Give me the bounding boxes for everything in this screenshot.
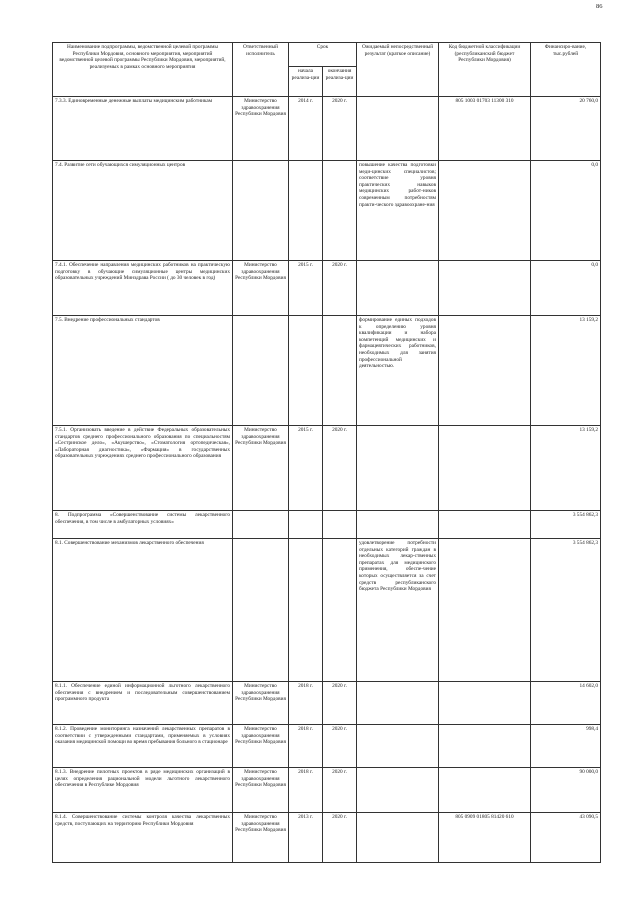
row-start: 2013 г. bbox=[289, 813, 323, 863]
row-name: 8.1. Совершенствование механизмов лекарственного обеспечения bbox=[53, 539, 233, 682]
table-row bbox=[53, 725, 601, 768]
row-executor: Министерство здравоохранения Республики Мордовия bbox=[233, 725, 289, 768]
header-term: Срок bbox=[289, 43, 357, 67]
row-executor: Министерство здравоохранения Республики Мордовия bbox=[233, 261, 289, 316]
row-executor bbox=[233, 539, 289, 682]
row-executor: Министерство здравоохранения Республики Мордовия bbox=[233, 426, 289, 511]
row-result bbox=[357, 813, 439, 863]
row-end bbox=[323, 316, 357, 426]
row-executor bbox=[233, 161, 289, 261]
row-finance: 3 554 862,3 bbox=[531, 511, 601, 539]
row-executor: Министерство здравоохранения Республики Мордовия bbox=[233, 768, 289, 813]
row-executor: Министерство здравоохранения Республики Мордовия bbox=[233, 682, 289, 725]
row-finance: 13 159,2 bbox=[531, 316, 601, 426]
row-end: 2020 г. bbox=[323, 813, 357, 863]
header-name: Наименование подпрограммы, ведомственной целевой программы Республики Мордовия, основного мероприятия, мероприятий ведомственной целевой программы Республики Мордовия, мероприятий, реализуемых в рамках основного мероприятия bbox=[53, 43, 233, 97]
table-row bbox=[53, 768, 601, 813]
row-code bbox=[439, 768, 531, 813]
row-end bbox=[323, 511, 357, 539]
row-end: 2020 г. bbox=[323, 682, 357, 725]
row-finance: 13 159,2 bbox=[531, 426, 601, 511]
row-executor: Министерство здравоохранения Республики Мордовия bbox=[233, 97, 289, 161]
row-name: 8.1.3. Внедрение пилотных проектов в ряде медицинских организаций в целях определения рациональной модели льготного лекарственного обеспечения в Республике Мордовия bbox=[53, 768, 233, 813]
table-row bbox=[53, 161, 601, 261]
row-end: 2020 г. bbox=[323, 261, 357, 316]
row-name: 8.1.2. Проведение мониторинга назначений лекарственных препаратов в соответствии с утвержденными стандартами, применяемых в условиях оказания медицинской помощи во время пребывания больного в стационаре bbox=[53, 725, 233, 768]
row-code bbox=[439, 682, 531, 725]
row-end: 2020 г. bbox=[323, 725, 357, 768]
row-end bbox=[323, 539, 357, 682]
row-executor bbox=[233, 316, 289, 426]
row-name: 7.3.3. Единовременные денежные выплаты медицинским работникам bbox=[53, 97, 233, 161]
row-start bbox=[289, 511, 323, 539]
row-code bbox=[439, 261, 531, 316]
row-code bbox=[439, 511, 531, 539]
program-table bbox=[52, 42, 601, 863]
row-start bbox=[289, 316, 323, 426]
row-finance: 90 000,0 bbox=[531, 768, 601, 813]
row-result: удовлетворение потребности отдельных категорий граждан в необходимых лекар-ственных препаратах для медицинского применения, обеспе-чение которых осуществляется за счет средств республиканского бюджета Республики Мордовия bbox=[357, 539, 439, 682]
row-executor bbox=[233, 511, 289, 539]
row-finance: 20 760,0 bbox=[531, 97, 601, 161]
table-row bbox=[53, 316, 601, 426]
table-row bbox=[53, 261, 601, 316]
row-code bbox=[439, 725, 531, 768]
table-row bbox=[53, 813, 601, 863]
row-result bbox=[357, 261, 439, 316]
row-end: 2020 г. bbox=[323, 426, 357, 511]
row-executor: Министерство здравоохранения Республики Мордовия bbox=[233, 813, 289, 863]
row-result bbox=[357, 768, 439, 813]
row-code bbox=[439, 539, 531, 682]
row-name: 8. Подпрограмма «Совершенствование системы лекарственного обеспечения, в том числе в амбулаторных условиях» bbox=[53, 511, 233, 539]
row-finance: 43 090,5 bbox=[531, 813, 601, 863]
table-row bbox=[53, 426, 601, 511]
row-start: 2014 г. bbox=[289, 97, 323, 161]
row-name: 7.4.1. Обеспечение направления медицинских работников на практическую подготовку в обучающие симуляционные центры медицинских образовательных учреждений Минздрава России ( до 30 человек в год) bbox=[53, 261, 233, 316]
row-end: 2020 г. bbox=[323, 97, 357, 161]
page-number: 86 bbox=[596, 3, 603, 10]
row-start: 2018 г. bbox=[289, 682, 323, 725]
row-finance: 998,4 bbox=[531, 725, 601, 768]
row-result bbox=[357, 682, 439, 725]
row-result: повышение качества подготовки меди-цинских специалистов; соответствие уровня практических навыков медицинских работ-ников современным потребностям практи-ческого здравоохране-ния bbox=[357, 161, 439, 261]
row-start: 2015 г. bbox=[289, 426, 323, 511]
header-finance: Финансиро-вание, тыс.рублей bbox=[531, 43, 601, 97]
row-finance: 14 602,0 bbox=[531, 682, 601, 725]
row-start: 2015 г. bbox=[289, 261, 323, 316]
row-start: 2018 г. bbox=[289, 725, 323, 768]
header-code: Код бюджетной классификации (республиканский бюджет Республики Мордовия) bbox=[439, 43, 531, 97]
row-finance: 3 554 862,3 bbox=[531, 539, 601, 682]
row-result: формирование единых подходов к определению уровня квалификации и набора компетенций медицинских и фармацевтических работников, необходимых для занятия профессиональной деятельностью. bbox=[357, 316, 439, 426]
header-start: начала реализа-ции bbox=[289, 67, 323, 97]
row-code bbox=[439, 161, 531, 261]
row-end bbox=[323, 161, 357, 261]
table-row bbox=[53, 539, 601, 682]
row-name: 7.5. Внедрение профессиональных стандартов bbox=[53, 316, 233, 426]
row-name: 7.5.1. Организовать введение в действие Федеральных образовательных стандартов среднего профессионального образования по специальностям «Сестринское дело», «Акушерство», «Стоматология ортопедическая», «Лабораторная диагностика», «Фармация» в государственных образовательных учреждениях среднего профессионального образования bbox=[53, 426, 233, 511]
table-row bbox=[53, 682, 601, 725]
row-name: 7.4. Развитие сети обучающихся симуляционных центров bbox=[53, 161, 233, 261]
row-code bbox=[439, 316, 531, 426]
row-start bbox=[289, 539, 323, 682]
table-row bbox=[53, 511, 601, 539]
row-start: 2018 г. bbox=[289, 768, 323, 813]
row-code: 805 0909 01805 81420 610 bbox=[439, 813, 531, 863]
row-code: 805 1003 01703 11300 310 bbox=[439, 97, 531, 161]
row-result bbox=[357, 426, 439, 511]
row-result bbox=[357, 97, 439, 161]
row-finance: 0,0 bbox=[531, 261, 601, 316]
row-name: 8.1.4. Совершенствование системы контроля качества лекарственных средств, поступающих на территорию Республики Мордовия bbox=[53, 813, 233, 863]
row-end: 2020 г. bbox=[323, 768, 357, 813]
row-name: 8.1.1. Обеспечение единой информационной льготного лекарственного обеспечения с внедрением и последовательным совершенствованием программного продукта bbox=[53, 682, 233, 725]
table-row bbox=[53, 97, 601, 161]
row-finance: 0,0 bbox=[531, 161, 601, 261]
header-end: окончания реализа-ции bbox=[323, 67, 357, 97]
row-result bbox=[357, 511, 439, 539]
row-start bbox=[289, 161, 323, 261]
row-result bbox=[357, 725, 439, 768]
header-executor: Ответственный исполнитель bbox=[233, 43, 289, 97]
header-result: Ожидаемый непосредственный результат (краткое описание) bbox=[357, 43, 439, 97]
row-code bbox=[439, 426, 531, 511]
